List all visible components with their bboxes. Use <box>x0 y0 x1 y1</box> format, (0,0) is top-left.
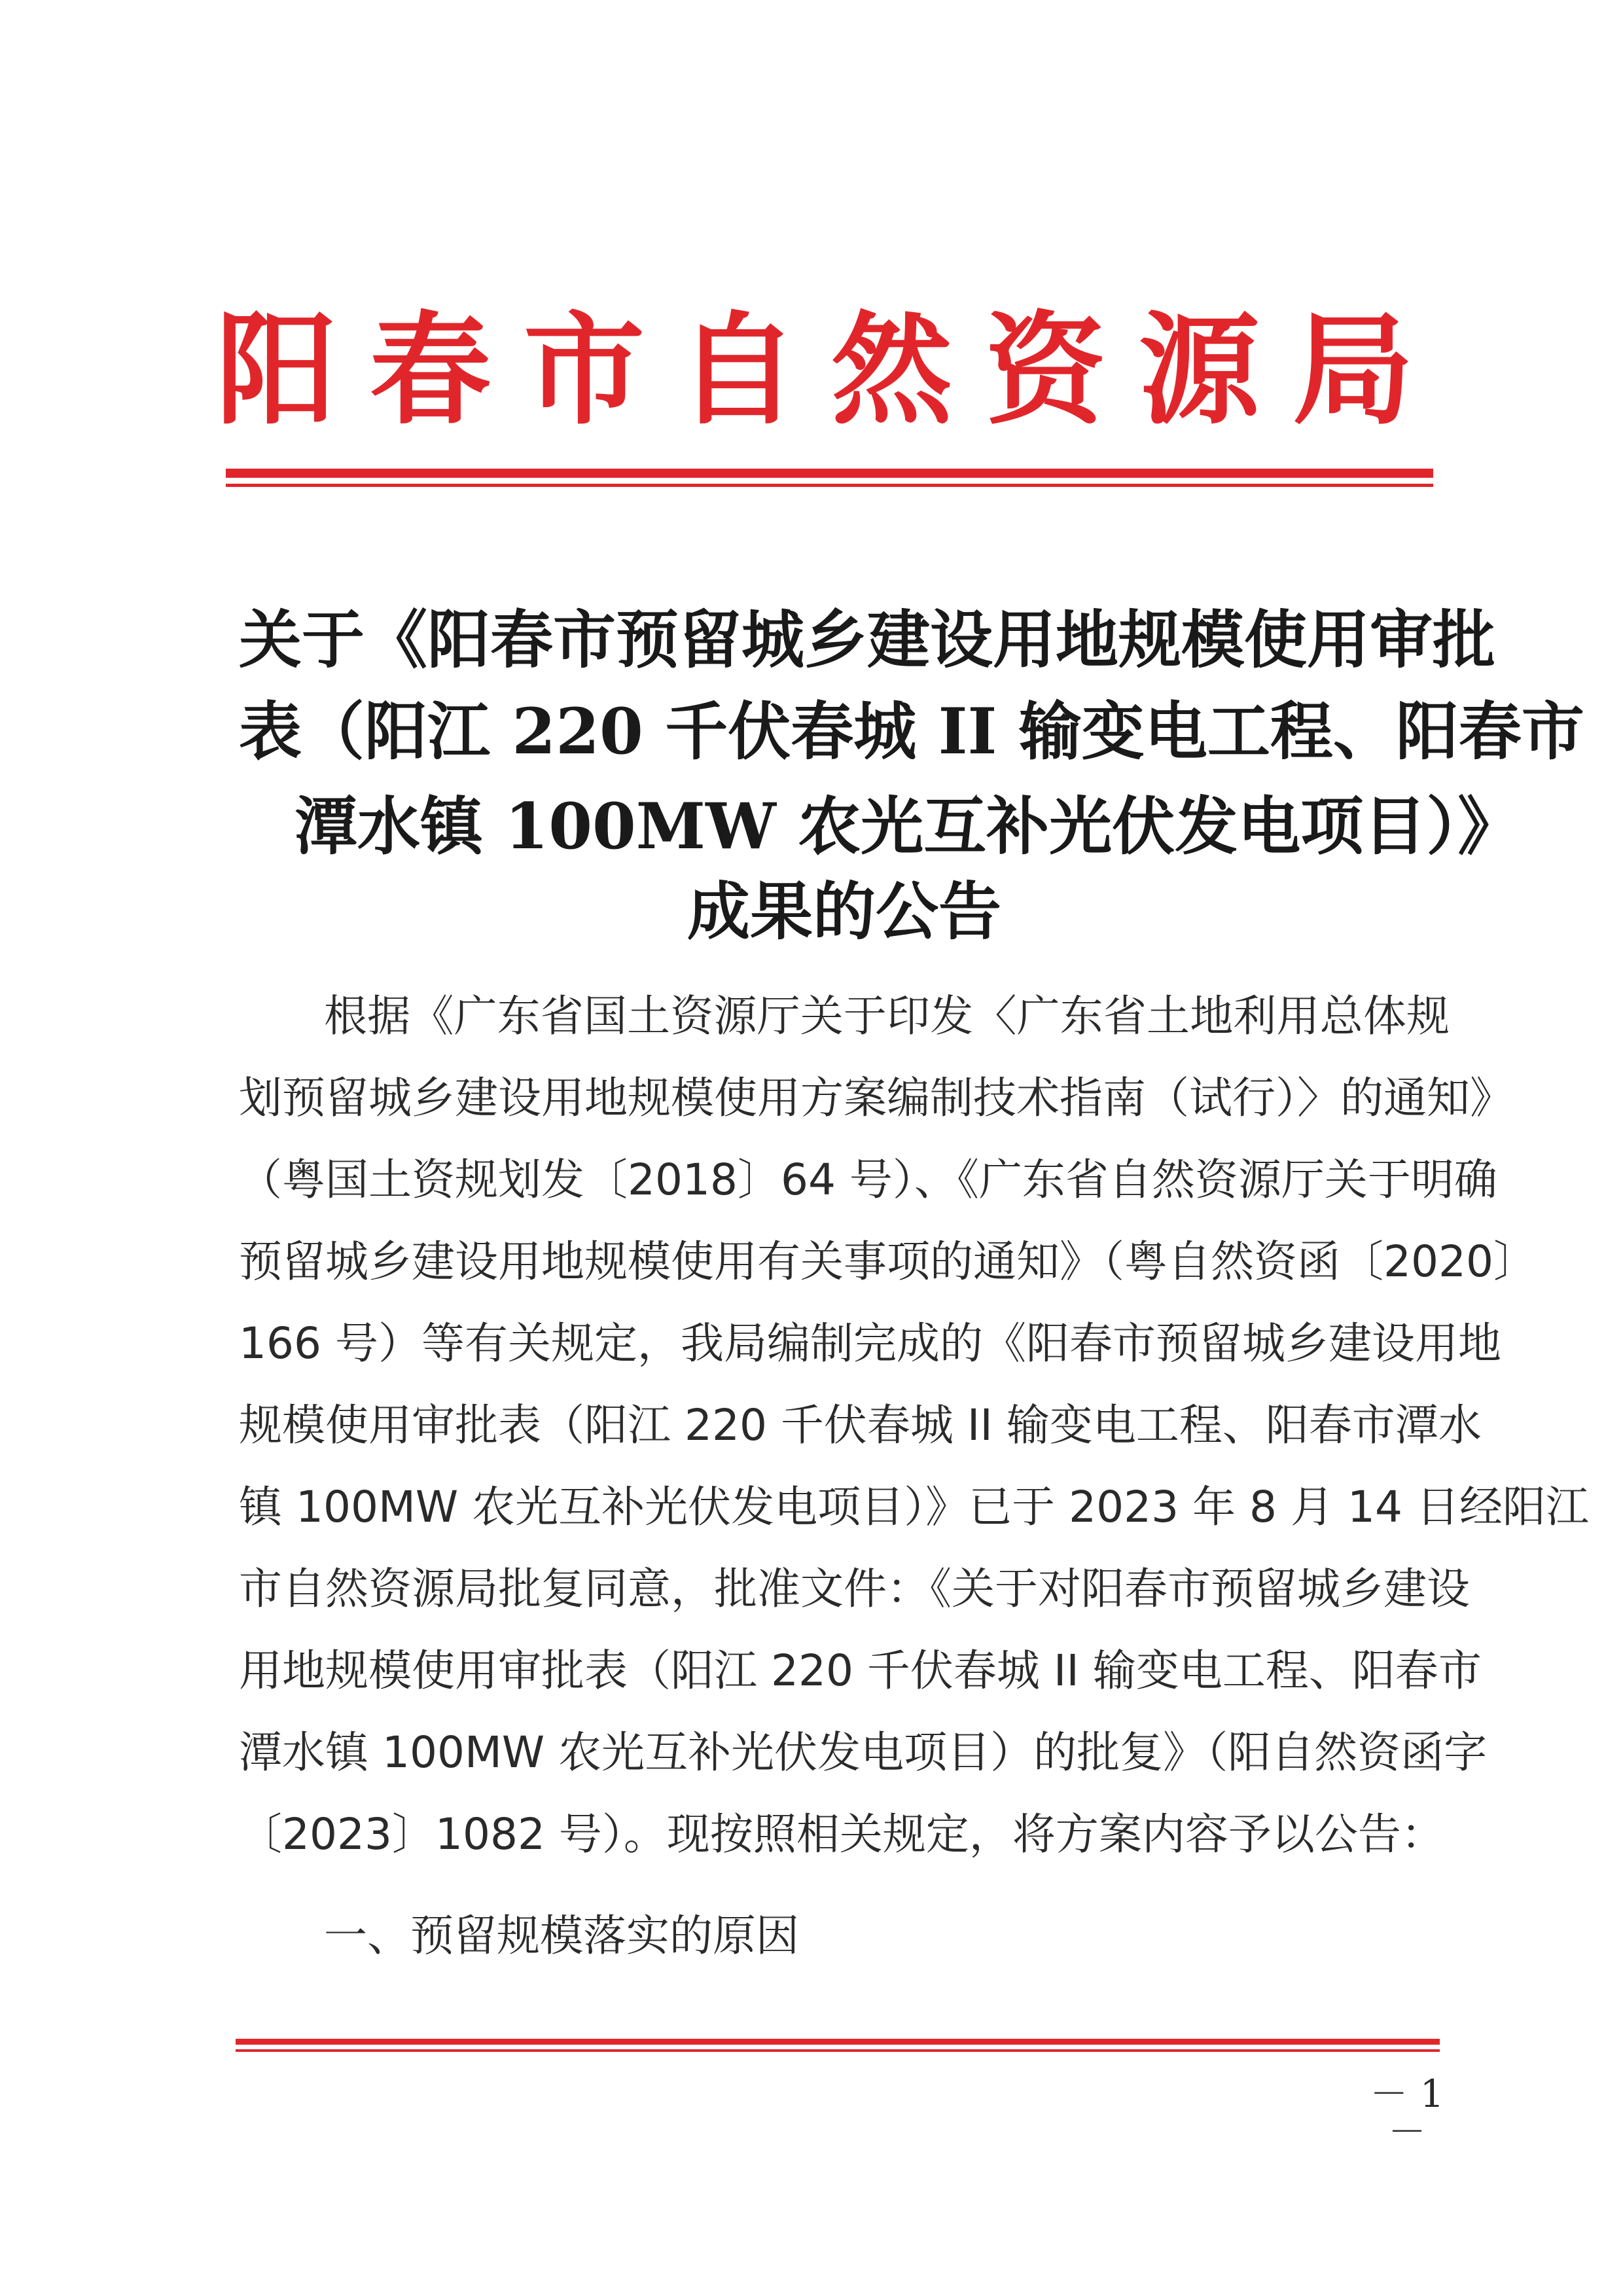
header-red-rule-thin <box>226 484 1433 487</box>
body-line: （粤国土资规划发〔2018〕64 号）、《广东省自然资源厅关于明确 <box>239 1155 1497 1205</box>
body-line: 潭水镇 100MW 农光互补光伏发电项目）的批复》（阳自然资函字 <box>239 1727 1488 1778</box>
title-line: 潭水镇 100MW 农光互补光伏发电项目）》 <box>294 789 1521 863</box>
header-red-rule-thick <box>226 469 1433 478</box>
masthead-char: 市 <box>524 298 645 441</box>
footer-red-rule-thin <box>236 2049 1440 2052</box>
body-line: 用地规模使用审批表（阳江 220 千伏春城 II 输变电工程、阳春市 <box>239 1645 1482 1696</box>
body-line: 根据《广东省国土资源厅关于印发〈广东省土地利用总体规 <box>324 991 1450 1041</box>
body-line: 预留城乡建设用地规模使用有关事项的通知》（粤自然资函〔2020〕 <box>239 1236 1537 1287</box>
section-heading: 一、预留规模落实的原因 <box>324 1910 799 1961</box>
masthead-char: 自 <box>677 298 798 441</box>
body-line: 规模使用审批表（阳江 220 千伏春城 II 输变电工程、阳春市潭水 <box>239 1400 1482 1450</box>
masthead-char: 源 <box>1139 298 1260 441</box>
masthead-char: 春 <box>370 298 491 441</box>
title-line: 表（阳江 220 千伏春城 II 输变电工程、阳春市 <box>239 694 1584 768</box>
body-line: 166 号）等有关规定，我局编制完成的《阳春市预留城乡建设用地 <box>239 1318 1501 1369</box>
masthead-char: 然 <box>831 298 952 441</box>
masthead-char: 阳 <box>216 298 337 441</box>
masthead-char: 局 <box>1293 298 1414 441</box>
body-line: 镇 100MW 农光互补光伏发电项目）》已于 2023 年 8 月 14 日经阳江 <box>239 1482 1589 1532</box>
masthead-title <box>216 288 1414 452</box>
title-line: 关于《阳春市预留城乡建设用地规模使用审批 <box>239 603 1495 677</box>
footer-red-rule-thick <box>236 2039 1440 2045</box>
body-line: 划预留城乡建设用地规模使用方案编制技术指南（试行）〉的通知》 <box>239 1073 1513 1123</box>
masthead-char: 资 <box>985 298 1106 441</box>
body-line: 〔2023〕1082 号）。现按照相关规定，将方案内容予以公告： <box>239 1809 1444 1859</box>
body-line: 市自然资源局批复同意，批准文件：《关于对阳春市预留城乡建设 <box>239 1564 1470 1614</box>
title-line: 成果的公告 <box>687 874 1001 948</box>
page-number: － 1 － <box>1370 2072 1444 2154</box>
